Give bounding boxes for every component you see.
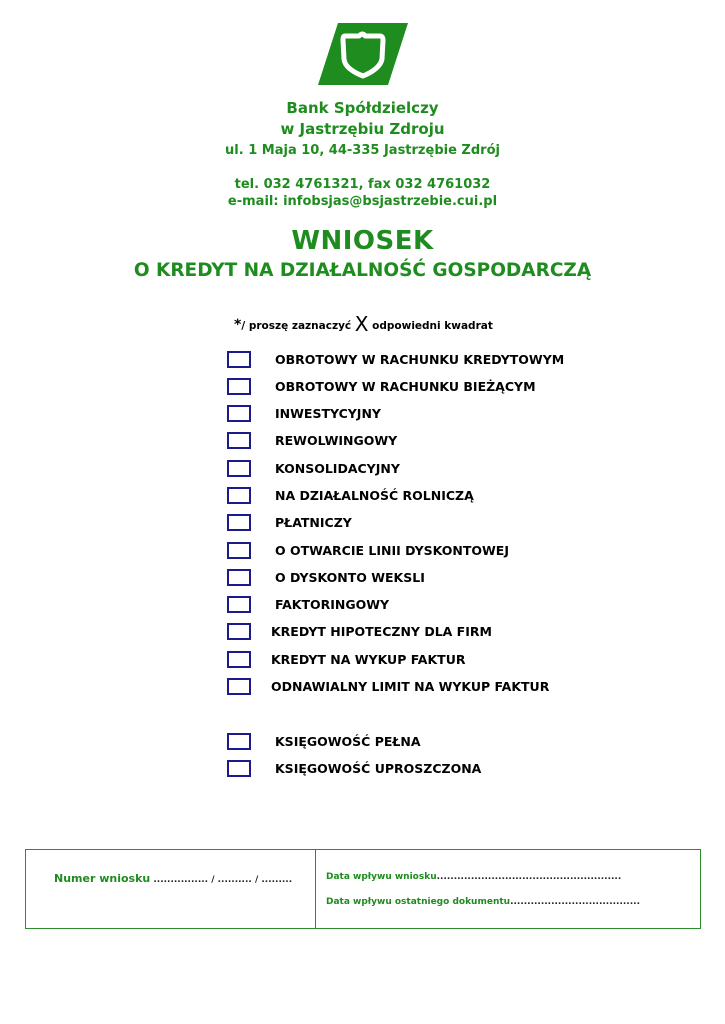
checkbox[interactable] xyxy=(227,351,251,368)
checkbox-label: REWOLWINGOWY xyxy=(275,433,398,448)
checkbox-item-credit-type[interactable] xyxy=(227,651,707,671)
checkbox-label: OBROTOWY W RACHUNKU KREDYTOWYM xyxy=(275,352,565,367)
checkbox-label: KREDYT HIPOTECZNY DLA FIRM xyxy=(271,624,492,639)
last-document-date-field[interactable] xyxy=(326,897,640,907)
checkbox[interactable] xyxy=(227,678,251,695)
checkbox-label: ODNAWIALNY LIMIT NA WYKUP FAKTUR xyxy=(271,679,550,694)
receipt-date-label: Data wpływu wniosku xyxy=(326,872,437,882)
checkbox[interactable] xyxy=(227,596,251,613)
instruction-x-mark: X xyxy=(354,312,369,336)
office-use-box xyxy=(25,849,701,929)
checkbox-item-credit-type[interactable] xyxy=(227,542,707,562)
checkbox-item-credit-type[interactable] xyxy=(227,432,707,452)
last-document-date-dots: ...................................... xyxy=(510,897,640,907)
bank-address: ul. 1 Maja 10, 44-335 Jastrzębie Zdrój xyxy=(225,143,500,158)
checkbox-item-credit-type[interactable] xyxy=(227,405,707,425)
checkbox-item-credit-type[interactable] xyxy=(227,351,707,371)
form-subtitle: O KREDYT NA DZIAŁALNOŚĆ GOSPODARCZĄ xyxy=(133,260,592,281)
checkbox-item-credit-type[interactable] xyxy=(227,678,707,698)
checkbox[interactable] xyxy=(227,487,251,504)
checkbox[interactable] xyxy=(227,378,251,395)
checkbox-label: KONSOLIDACYJNY xyxy=(275,461,400,476)
last-document-date-label: Data wpływu ostatniego dokumentu xyxy=(326,897,511,907)
bank-phone-fax: tel. 032 4761321, fax 032 4761032 xyxy=(234,177,491,192)
checkbox[interactable] xyxy=(227,623,251,640)
checkbox[interactable] xyxy=(227,651,251,668)
checkbox-label: KSIĘGOWOŚĆ UPROSZCZONA xyxy=(275,761,482,776)
checkbox-label: OBROTOWY W RACHUNKU BIEŻĄCYM xyxy=(275,379,536,394)
bank-email: e-mail: infobsjas@bsjastrzebie.cui.pl xyxy=(227,194,498,209)
checkbox[interactable] xyxy=(227,432,251,449)
application-number-dots: ................ / .......... / ......... xyxy=(150,875,293,885)
application-number-label: Numer wniosku xyxy=(54,872,151,885)
instruction-text xyxy=(234,312,493,336)
receipt-date-dots: ...................................................... xyxy=(436,872,622,882)
bank-name-line2: w Jastrzębiu Zdroju xyxy=(280,120,445,138)
instruction-before: / proszę zaznaczyć xyxy=(241,320,355,332)
bank-name-line1: Bank Spółdzielczy xyxy=(286,99,439,117)
checkbox-label: INWESTYCYJNY xyxy=(275,406,381,421)
checkbox[interactable] xyxy=(227,733,251,750)
checkbox-item-credit-type[interactable] xyxy=(227,378,707,398)
checkbox[interactable] xyxy=(227,405,251,422)
checkbox-label: KREDYT NA WYKUP FAKTUR xyxy=(271,652,466,667)
checkbox-item-credit-type[interactable] xyxy=(227,596,707,616)
checkbox-item-accounting-type[interactable] xyxy=(227,733,707,753)
checkbox[interactable] xyxy=(227,760,251,777)
application-number-field[interactable] xyxy=(54,872,292,885)
receipt-date-field[interactable] xyxy=(326,872,621,882)
checkbox-item-credit-type[interactable] xyxy=(227,514,707,534)
checkbox-item-credit-type[interactable] xyxy=(227,487,707,507)
checkbox-item-accounting-type[interactable] xyxy=(227,760,707,780)
checkbox-item-credit-type[interactable] xyxy=(227,623,707,643)
checkbox-label: O OTWARCIE LINII DYSKONTOWEJ xyxy=(275,543,509,558)
bank-logo-icon xyxy=(318,23,408,85)
footer-divider xyxy=(315,850,316,928)
form-title: WNIOSEK xyxy=(291,226,434,256)
checkbox-label: O DYSKONTO WEKSLI xyxy=(275,570,425,585)
checkbox[interactable] xyxy=(227,514,251,531)
instruction-after: odpowiedni kwadrat xyxy=(368,320,493,332)
checkbox[interactable] xyxy=(227,542,251,559)
checkbox-item-credit-type[interactable] xyxy=(227,460,707,480)
checkbox-label: KSIĘGOWOŚĆ PEŁNA xyxy=(275,734,421,749)
checkbox-label: NA DZIAŁALNOŚĆ ROLNICZĄ xyxy=(275,488,474,503)
checkbox-label: FAKTORINGOWY xyxy=(275,597,390,612)
checkbox-item-credit-type[interactable] xyxy=(227,569,707,589)
checkbox-label: PŁATNICZY xyxy=(275,515,352,530)
instruction-star: * xyxy=(234,317,242,333)
checkbox[interactable] xyxy=(227,569,251,586)
checkbox[interactable] xyxy=(227,460,251,477)
